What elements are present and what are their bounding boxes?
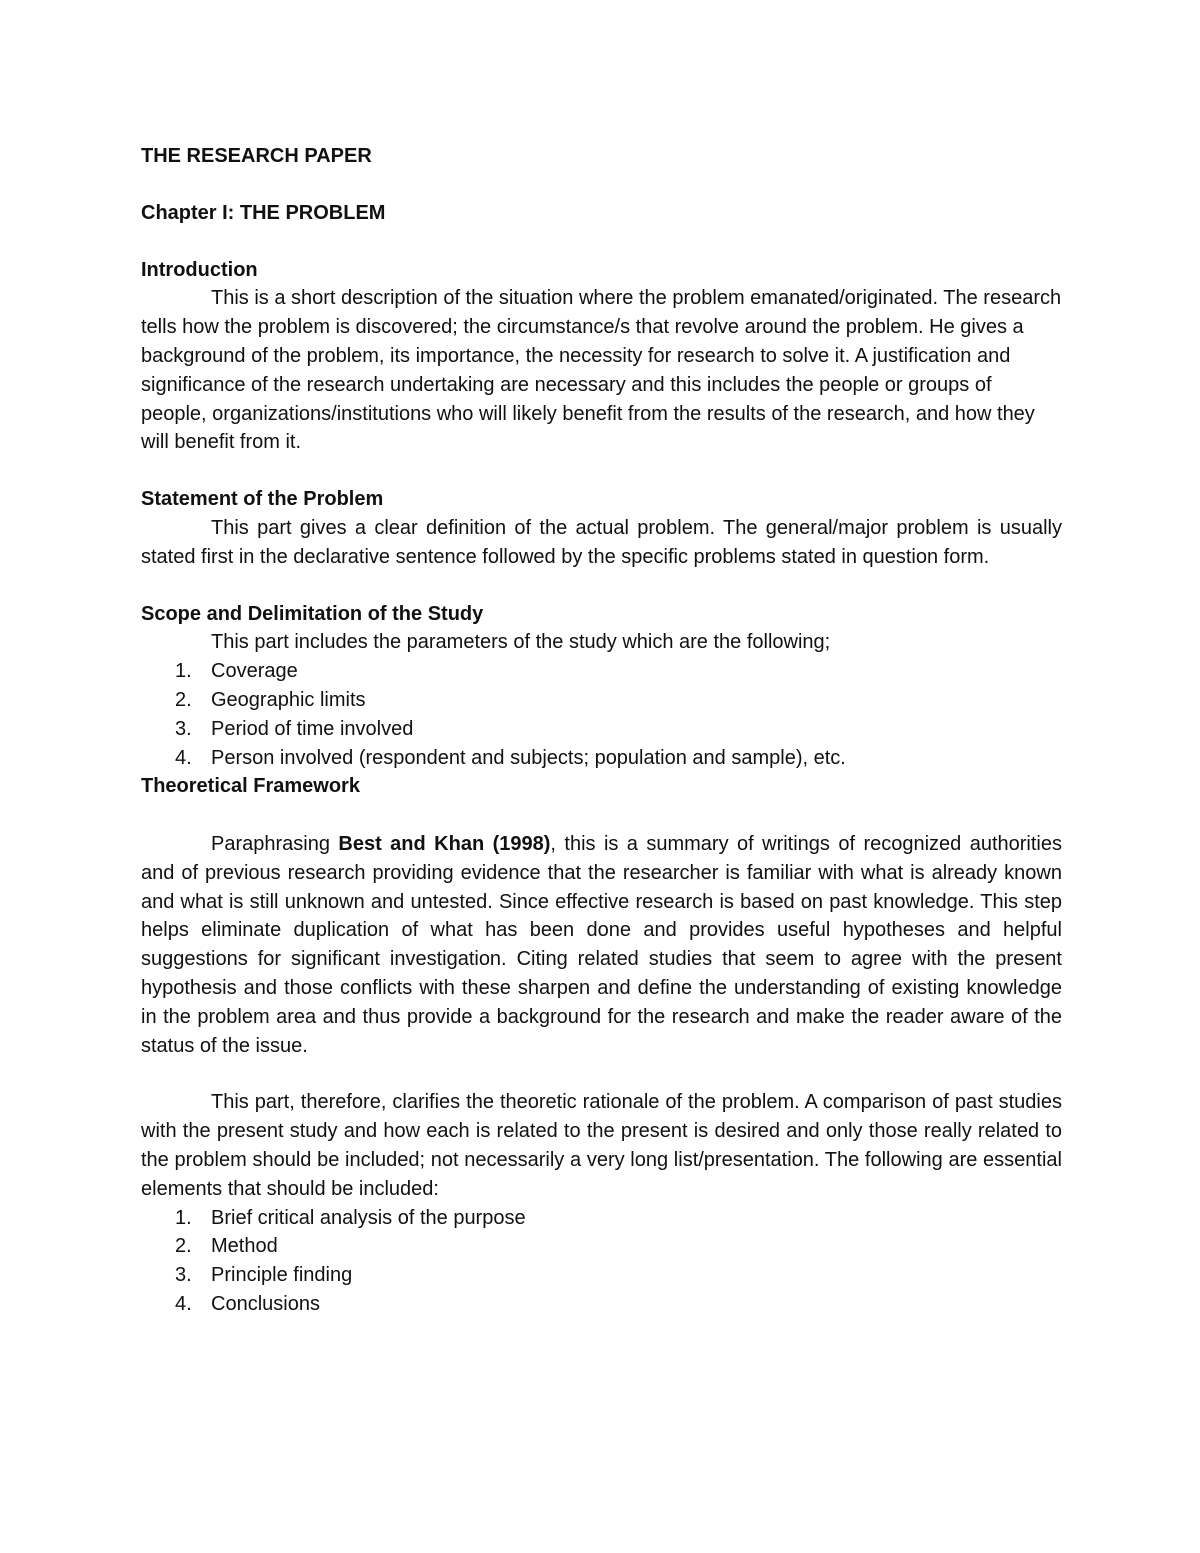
list-item-text: Period of time involved — [211, 717, 414, 740]
elements-list — [141, 1204, 1062, 1319]
list-item — [141, 715, 1062, 744]
framework-lead: Paraphrasing — [211, 832, 339, 855]
list-item — [141, 1290, 1062, 1319]
list-item-text: Principle finding — [211, 1264, 353, 1287]
list-number: 4. — [175, 746, 192, 769]
list-number: 3. — [175, 717, 192, 740]
list-item-text: Person involved (respondent and subjects; population and sample), etc. — [211, 746, 846, 769]
list-number: 3. — [175, 1264, 192, 1287]
scope-list — [141, 657, 1062, 772]
introduction-heading: Introduction — [141, 258, 258, 281]
list-number: 4. — [175, 1292, 192, 1315]
statement-paragraph: This part gives a clear definition of the actual problem. The general/major problem is usually stated first in the declarative sentence followed by the specific problems stated in question form. — [141, 516, 1062, 568]
list-number: 1. — [175, 1206, 192, 1229]
document-body — [141, 142, 1062, 1319]
introduction-paragraph: This is a short description of the situation where the problem emanated/originated. The research tells how the problem is discovered; the circumstance/s that revolve around the problem. He gives a background of the problem, its importance, the necessity for research to solve it. A justification and significance of the research undertaking are necessary and this includes the people or groups of people, organizations/institutions who will likely benefit from the results of the research, and how they will benefit from it. — [141, 287, 1062, 454]
framework-heading: Theoretical Framework — [141, 775, 360, 798]
citation: Best and Khan (1998) — [338, 832, 551, 855]
list-item-text: Coverage — [211, 660, 298, 683]
list-item — [141, 686, 1062, 715]
list-item — [141, 1204, 1062, 1233]
framework-paragraph-2: This part, therefore, clarifies the theoretic rationale of the problem. A comparison of past studies with the present study and how each is related to the present is desired and only those really related to the problem should be included; not necessarily a very long list/presentation. The following are essential elements that should be included: — [141, 1091, 1062, 1200]
list-number: 2. — [175, 1235, 192, 1258]
list-number: 2. — [175, 688, 192, 711]
list-number: 1. — [175, 660, 192, 683]
scope-intro: This part includes the parameters of the study which are the following; — [211, 631, 831, 654]
list-item-text: Geographic limits — [211, 688, 366, 711]
list-item — [141, 1232, 1062, 1261]
list-item-text: Method — [211, 1235, 278, 1258]
statement-heading: Statement of the Problem — [141, 488, 384, 511]
spacer — [141, 801, 1062, 830]
framework-text: , this is a summary of writings of recognized authorities and of previous research providing evidence that the researcher is familiar with what is already known and what is still unknown and untested. Since effective research is based on past knowledge. This step helps eliminate duplication of what has been done and provides useful hypotheses and helpful suggestions for significant investigation. Citing related studies that seem to agree with the present hypothesis and those conflicts with these sharpen and define the understanding of existing knowledge in the problem area and thus provide a background for the research and make the reader aware of the status of the issue. — [141, 832, 1062, 1057]
list-item-text: Brief critical analysis of the purpose — [211, 1206, 526, 1229]
list-item — [141, 744, 1062, 773]
framework-paragraph-1 — [141, 830, 1062, 1060]
chapter-title: Chapter I: THE PROBLEM — [141, 201, 386, 224]
document-title: THE RESEARCH PAPER — [141, 145, 372, 167]
list-item — [141, 1261, 1062, 1290]
list-item-text: Conclusions — [211, 1292, 320, 1315]
scope-heading: Scope and Delimitation of the Study — [141, 602, 484, 625]
list-item — [141, 657, 1062, 686]
